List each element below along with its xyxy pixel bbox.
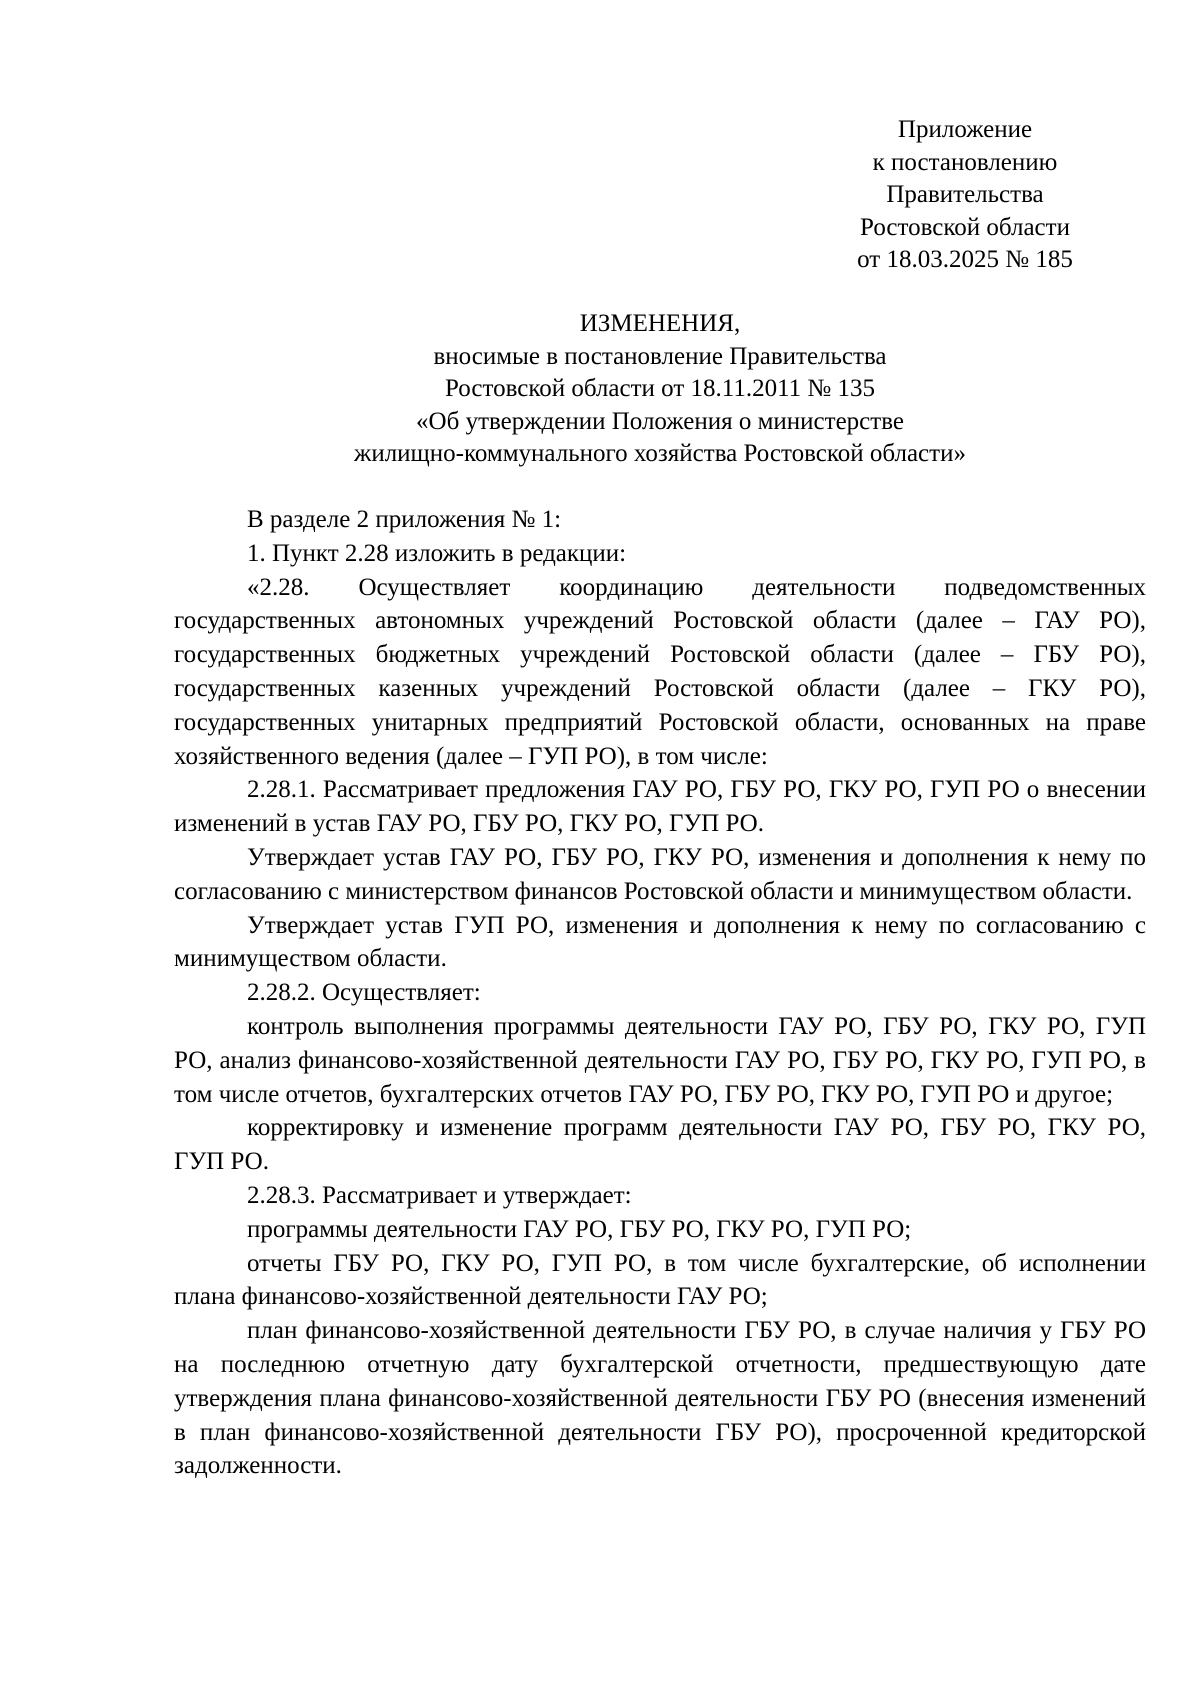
- title-line-2: Ростовской области от 18.11.2011 № 135: [444, 375, 876, 402]
- stamp-line-government: Правительства: [886, 181, 1044, 208]
- paragraph-2-28-3: 2.28.3. Рассматривает и утверждает:: [247, 1181, 632, 1209]
- stamp-line-resolution: к постановлению: [872, 148, 1058, 176]
- paragraph-programs: программы деятельности ГАУ РО, ГБУ РО, ГКУ РО, ГУП РО;: [247, 1215, 912, 1243]
- paragraph-2-28-2: 2.28.2. Осуществляет:: [247, 979, 481, 1007]
- paragraph-reports: отчеты ГБУ РО, ГКУ РО, ГУП РО, в том числе бухгалтерские, об исполнении плана финансово-хозяйственной деятельности ГАУ РО;: [174, 1249, 1146, 1311]
- paragraph-section-intro: В разделе 2 приложения № 1:: [247, 506, 562, 533]
- appendix-stamp: [830, 114, 1100, 277]
- paragraph-item-1: 1. Пункт 2.28 изложить в редакции:: [247, 539, 627, 567]
- document-title: [174, 308, 1146, 471]
- paragraph-correction: корректировку и изменение программ деятельности ГАУ РО, ГБУ РО, ГКУ РО, ГУП РО.: [174, 1114, 1146, 1176]
- title-line-4: жилищно-коммунального хозяйства Ростовской области»: [354, 440, 966, 467]
- paragraph-2-28: «2.28. Осуществляет координацию деятельности подведомственных государственных автономных учреждений Ростовской области (далее – ГАУ РО), государственных бюджетных учреждений Ростовской области (далее – ГБУ РО), государственных казенных учреждений Ростовской области (далее – ГКУ РО), государственных унитарных предприятий Ростовской области, основанных на праве хозяйственного ведения (далее – ГУП РО), в том числе:: [174, 573, 1146, 770]
- document-body: [174, 503, 1146, 1483]
- title-line-1: вносимые в постановление Правительства: [433, 342, 887, 370]
- stamp-line-region: Ростовской области: [860, 213, 1070, 241]
- paragraph-charter-approval: Утверждает устав ГАУ РО, ГБУ РО, ГКУ РО, изменения и дополнения к нему по согласованию с министерством финансов Ростовской области и минимуществом области.: [174, 843, 1146, 905]
- paragraph-gup-charter: Утверждает устав ГУП РО, изменения и дополнения к нему по согласованию с минимуществом области.: [174, 911, 1146, 973]
- stamp-line-appendix: Приложение: [897, 116, 1033, 143]
- paragraph-2-28-1: 2.28.1. Рассматривает предложения ГАУ РО, ГБУ РО, ГКУ РО, ГУП РО о внесении изменений в устав ГАУ РО, ГБУ РО, ГКУ РО, ГУП РО.: [174, 776, 1146, 838]
- title-heading: ИЗМЕНЕНИЯ,: [579, 310, 741, 337]
- paragraph-plan: план финансово-хозяйственной деятельности ГБУ РО, в случае наличия у ГБУ РО на последнюю отчетную дату бухгалтерской отчетности, предшествующую дате утверждения плана финансово-хозяйственной деятельности ГБУ РО (внесения изменений в план финансово-хозяйственной деятельности ГБУ РО), просроченной кредиторской задолженности.: [174, 1317, 1146, 1480]
- paragraph-control: контроль выполнения программы деятельности ГАУ РО, ГБУ РО, ГКУ РО, ГУП РО, анализ финансово-хозяйственной деятельности ГАУ РО, ГБУ РО, ГКУ РО, ГУП РО, в том числе отчетов, бухгалтерских отчетов ГАУ РО, ГБУ РО, ГКУ РО, ГУП РО и другое;: [174, 1012, 1146, 1108]
- stamp-line-date-number: от 18.03.2025 № 185: [857, 246, 1073, 273]
- title-line-3: «Об утверждении Положения о министерстве: [416, 407, 904, 435]
